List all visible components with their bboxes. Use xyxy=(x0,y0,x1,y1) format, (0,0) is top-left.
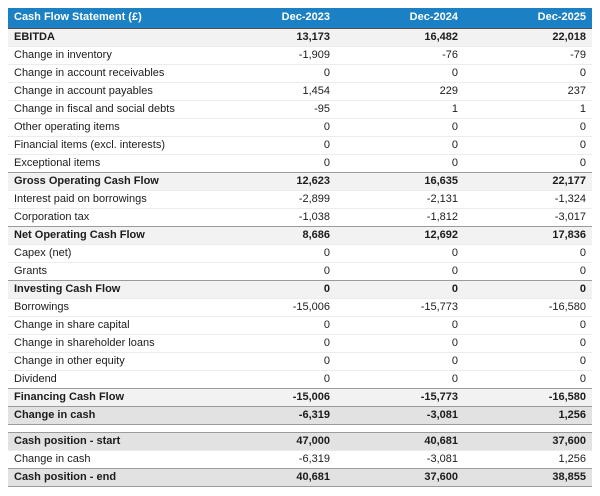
row-value: 0 xyxy=(208,262,336,280)
row-value: 237 xyxy=(464,82,592,100)
row-label: Cash position - start xyxy=(8,432,208,450)
row-value: -1,812 xyxy=(336,208,464,226)
row-value: 0 xyxy=(464,262,592,280)
row-value: 0 xyxy=(464,244,592,262)
row-value: 0 xyxy=(336,118,464,136)
row-label: Change in cash xyxy=(8,406,208,424)
row-value: 8,686 xyxy=(208,226,336,244)
table-row xyxy=(8,226,592,244)
row-value: 40,681 xyxy=(208,468,336,486)
table-row xyxy=(8,136,592,154)
row-label: Change in account receivables xyxy=(8,64,208,82)
row-value: -3,017 xyxy=(464,208,592,226)
row-label: Change in other equity xyxy=(8,352,208,370)
row-label: Dividend xyxy=(8,370,208,388)
row-label: Corporation tax xyxy=(8,208,208,226)
row-label: Interest paid on borrowings xyxy=(8,190,208,208)
table-row xyxy=(8,82,592,100)
row-label: Borrowings xyxy=(8,298,208,316)
row-value: 0 xyxy=(208,370,336,388)
row-label: Net Operating Cash Flow xyxy=(8,226,208,244)
row-value: 1,256 xyxy=(464,450,592,468)
row-value: -15,006 xyxy=(208,388,336,406)
row-value: 0 xyxy=(336,352,464,370)
table-row xyxy=(8,190,592,208)
cash-position-table xyxy=(8,432,592,487)
table-row xyxy=(8,244,592,262)
cash-flow-table xyxy=(8,8,592,425)
table-row xyxy=(8,118,592,136)
column-header-dec-2023: Dec-2023 xyxy=(208,8,336,28)
table-row xyxy=(8,46,592,64)
row-value: 38,855 xyxy=(464,468,592,486)
row-value: 0 xyxy=(208,136,336,154)
table-row xyxy=(8,154,592,172)
row-value: 0 xyxy=(336,64,464,82)
row-value: 229 xyxy=(336,82,464,100)
table-header-row xyxy=(8,8,592,28)
row-value: 0 xyxy=(208,316,336,334)
row-label: Change in shareholder loans xyxy=(8,334,208,352)
row-value: 0 xyxy=(464,154,592,172)
row-value: 0 xyxy=(336,280,464,298)
row-value: -3,081 xyxy=(336,450,464,468)
row-value: 0 xyxy=(336,154,464,172)
row-value: 47,000 xyxy=(208,432,336,450)
row-label: Other operating items xyxy=(8,118,208,136)
row-label: Exceptional items xyxy=(8,154,208,172)
row-value: 0 xyxy=(464,64,592,82)
row-value: -6,319 xyxy=(208,450,336,468)
table-row xyxy=(8,208,592,226)
row-label: Grants xyxy=(8,262,208,280)
row-value: -6,319 xyxy=(208,406,336,424)
table-row xyxy=(8,28,592,46)
row-value: 0 xyxy=(208,280,336,298)
table-row xyxy=(8,468,592,486)
row-value: 1,454 xyxy=(208,82,336,100)
row-value: 0 xyxy=(208,244,336,262)
row-label: Financial items (excl. interests) xyxy=(8,136,208,154)
table-row xyxy=(8,352,592,370)
row-value: -2,131 xyxy=(336,190,464,208)
row-label: Change in account payables xyxy=(8,82,208,100)
row-value: 1 xyxy=(336,100,464,118)
row-label: Change in cash xyxy=(8,450,208,468)
row-value: 16,482 xyxy=(336,28,464,46)
row-label: EBITDA xyxy=(8,28,208,46)
row-value: 0 xyxy=(208,334,336,352)
row-value: 0 xyxy=(336,316,464,334)
row-value: 0 xyxy=(336,262,464,280)
row-label: Gross Operating Cash Flow xyxy=(8,172,208,190)
table-row xyxy=(8,334,592,352)
row-label: Change in fiscal and social debts xyxy=(8,100,208,118)
table-row xyxy=(8,406,592,424)
row-value: 0 xyxy=(464,316,592,334)
column-header-dec-2025: Dec-2025 xyxy=(464,8,592,28)
row-value: 0 xyxy=(464,280,592,298)
row-value: -1,324 xyxy=(464,190,592,208)
row-value: -76 xyxy=(336,46,464,64)
table-row xyxy=(8,370,592,388)
table-row xyxy=(8,388,592,406)
table-row xyxy=(8,298,592,316)
row-value: 0 xyxy=(208,64,336,82)
table-row xyxy=(8,64,592,82)
row-value: 0 xyxy=(336,244,464,262)
table-row xyxy=(8,280,592,298)
table-row xyxy=(8,100,592,118)
row-label: Change in share capital xyxy=(8,316,208,334)
row-value: -2,899 xyxy=(208,190,336,208)
row-value: 13,173 xyxy=(208,28,336,46)
row-value: -95 xyxy=(208,100,336,118)
row-value: 1 xyxy=(464,100,592,118)
row-value: -3,081 xyxy=(336,406,464,424)
row-value: -1,038 xyxy=(208,208,336,226)
row-value: 22,177 xyxy=(464,172,592,190)
row-label: Change in inventory xyxy=(8,46,208,64)
cash-position-table-body xyxy=(8,432,592,486)
row-value: -15,773 xyxy=(336,298,464,316)
row-value: 0 xyxy=(464,118,592,136)
row-label: Cash position - end xyxy=(8,468,208,486)
row-value: 0 xyxy=(336,370,464,388)
row-value: 0 xyxy=(208,352,336,370)
row-value: -15,773 xyxy=(336,388,464,406)
row-value: 0 xyxy=(336,334,464,352)
row-label: Investing Cash Flow xyxy=(8,280,208,298)
row-value: -16,580 xyxy=(464,298,592,316)
row-value: 40,681 xyxy=(336,432,464,450)
row-value: 0 xyxy=(464,136,592,154)
row-value: 16,635 xyxy=(336,172,464,190)
row-value: 1,256 xyxy=(464,406,592,424)
table-row xyxy=(8,316,592,334)
row-label: Financing Cash Flow xyxy=(8,388,208,406)
row-value: 0 xyxy=(208,154,336,172)
table-title: Cash Flow Statement (£) xyxy=(8,8,208,28)
row-value: 37,600 xyxy=(336,468,464,486)
table-row xyxy=(8,172,592,190)
row-value: -15,006 xyxy=(208,298,336,316)
table-row xyxy=(8,432,592,450)
row-label: Capex (net) xyxy=(8,244,208,262)
table-row xyxy=(8,450,592,468)
main-table-body xyxy=(8,28,592,424)
row-value: 22,018 xyxy=(464,28,592,46)
row-value: -1,909 xyxy=(208,46,336,64)
row-value: 12,692 xyxy=(336,226,464,244)
row-value: 0 xyxy=(336,136,464,154)
row-value: 12,623 xyxy=(208,172,336,190)
row-value: -16,580 xyxy=(464,388,592,406)
row-value: 17,836 xyxy=(464,226,592,244)
row-value: 0 xyxy=(208,118,336,136)
row-value: 0 xyxy=(464,370,592,388)
table-row xyxy=(8,262,592,280)
row-value: 0 xyxy=(464,334,592,352)
column-header-dec-2024: Dec-2024 xyxy=(336,8,464,28)
row-value: -79 xyxy=(464,46,592,64)
row-value: 37,600 xyxy=(464,432,592,450)
row-value: 0 xyxy=(464,352,592,370)
